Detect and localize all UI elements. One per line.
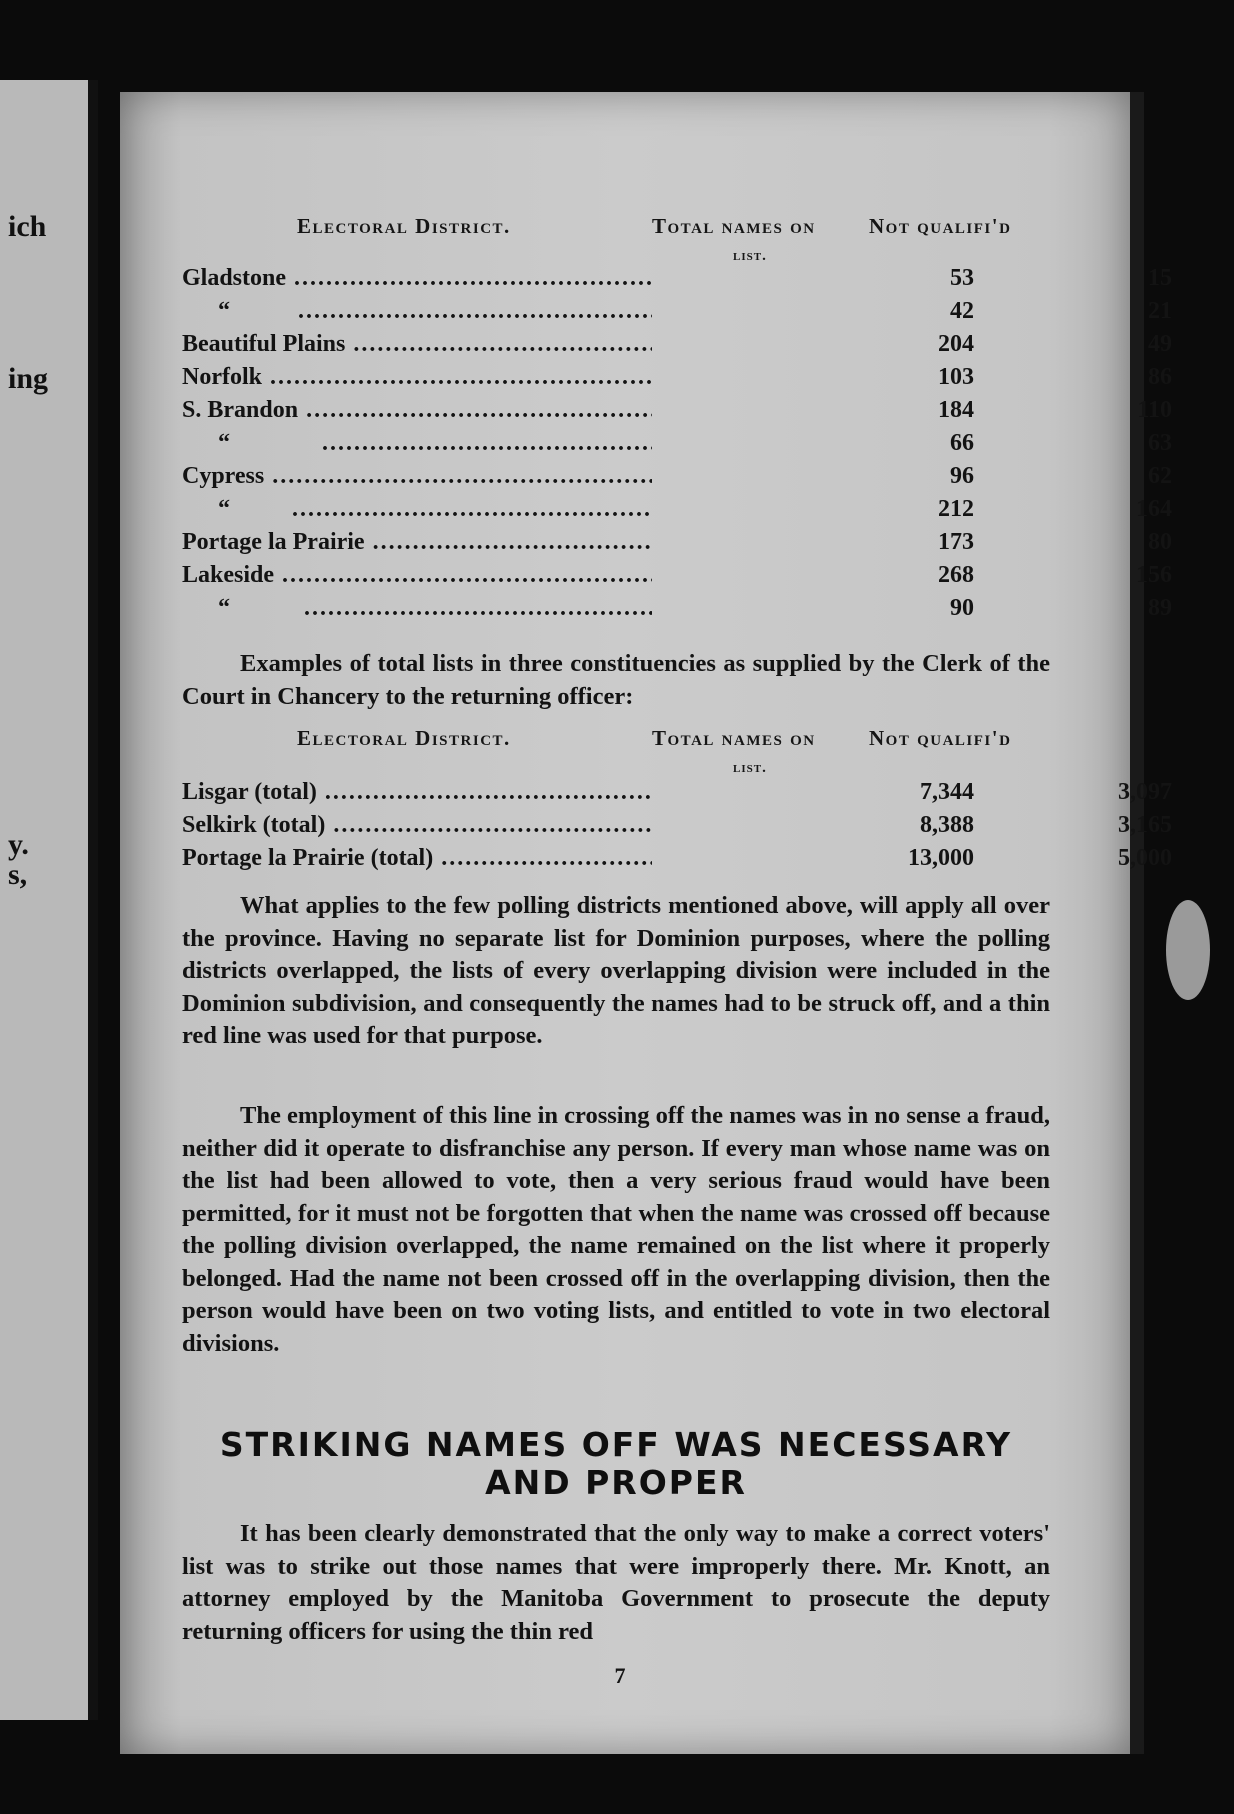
total-names: 204	[938, 331, 974, 357]
not-qualified-count: 164	[1136, 496, 1172, 522]
body-paragraph: It has been clearly demonstrated that the only way to make a correct voters' list was to strike out those names that were improperly there. Mr. Knott, an attorney employed by the Manitoba Government to prosecute the deputy returning officers for using the thin red	[182, 1520, 1050, 1645]
total-names: 173	[938, 529, 974, 555]
table1-row	[182, 529, 1172, 562]
total-names: 53	[950, 265, 974, 291]
total-names: 13,000	[908, 845, 974, 871]
district-name: “ .....	[182, 430, 652, 457]
not-qualified-count: 49	[1148, 331, 1172, 357]
table1-header-total: Total names on	[652, 214, 816, 238]
not-qualified-count: 110	[1137, 397, 1172, 423]
facing-page-fragment: y.	[8, 828, 29, 861]
table1-header-not-qualified: Not qualifi'd	[869, 214, 1012, 238]
section-heading-line: STRIKING NAMES OFF WAS NECESSARY	[219, 1425, 1013, 1464]
not-qualified-count: 156	[1136, 562, 1172, 588]
table1-row	[182, 298, 1172, 331]
table1-row	[182, 430, 1172, 463]
total-names: 42	[950, 298, 974, 324]
district-name: Selkirk (total) .....	[182, 812, 652, 839]
district-name: S. Brandon .....	[182, 397, 652, 424]
body-paragraph: What applies to the few polling districts mentioned above, will apply all over the province. Having no separate list for Dominion purposes, where the polling districts overlapped, the lists of every overlapping division were included in the Dominion subdivision, and consequently the names had to be struck off, and a thin red line was used for that purpose.	[182, 892, 1050, 1049]
body-paragraph: The employment of this line in crossing off the names was in no sense a fraud, neither did it operate to disfranchise any person. If every man whose name was on the list had been allowed to vote, then a very serious fraud would have been permitted, for it must not be forgotten that when the name was crossed off because the polling division overlapped, the name remained on the list where it properly belonged. Had the name not been crossed off in the overlapping division, then the person would have been on two voting lists, and entitled to vote in two electoral divisions.	[182, 1102, 1050, 1357]
table1-row	[182, 595, 1172, 628]
district-name: Gladstone .....	[182, 265, 652, 292]
district-name: Beautiful Plains .....	[182, 331, 652, 358]
table1-row	[182, 397, 1172, 430]
table1-row	[182, 364, 1172, 397]
table2-header-not-qualified: Not qualifi'd	[869, 726, 1012, 750]
section-heading-line: AND PROPER	[485, 1463, 747, 1502]
paper-blemish	[1166, 900, 1210, 1000]
not-qualified-count: 80	[1148, 529, 1172, 555]
table2-row	[182, 845, 1172, 878]
table1-row	[182, 331, 1172, 364]
total-names: 268	[938, 562, 974, 588]
not-qualified-count: 63	[1148, 430, 1172, 456]
district-name: Portage la Prairie (total) .....	[182, 845, 652, 872]
table1-row	[182, 265, 1172, 298]
facing-page-edge	[0, 80, 98, 1720]
district-name: Cypress .....	[182, 463, 652, 490]
table2-header-district: Electoral District.	[297, 726, 511, 750]
not-qualified-count: 21	[1148, 298, 1172, 324]
district-name: “ .....	[182, 595, 652, 622]
district-name: “ .....	[182, 298, 652, 325]
not-qualified-count: 89	[1148, 595, 1172, 621]
not-qualified-count: 3,165	[1118, 812, 1172, 838]
table1-header-district: Electoral District.	[297, 214, 511, 238]
total-names: 212	[938, 496, 974, 522]
table1-row	[182, 562, 1172, 595]
table2-header-total-sub: list.	[733, 760, 767, 776]
total-names: 66	[950, 430, 974, 456]
not-qualified-count: 3,097	[1118, 779, 1172, 805]
table2-row	[182, 812, 1172, 845]
district-name: Lisgar (total) .....	[182, 779, 652, 806]
table2-row	[182, 779, 1172, 812]
district-name: “ .....	[182, 496, 652, 523]
facing-page-fragment: ich	[8, 210, 47, 243]
total-names: 103	[938, 364, 974, 390]
facing-page-fragment: s,	[8, 858, 28, 891]
table1-header-total-sub: list.	[733, 248, 767, 264]
not-qualified-count: 5,000	[1118, 845, 1172, 871]
district-name: Portage la Prairie .....	[182, 529, 652, 556]
intro-paragraph: Examples of total lists in three constituencies as supplied by the Clerk of the Court in Chancery to the returning officer:	[182, 650, 1050, 710]
not-qualified-count: 62	[1148, 463, 1172, 489]
total-names: 96	[950, 463, 974, 489]
total-names: 184	[938, 397, 974, 423]
total-names: 8,388	[920, 812, 974, 838]
table1-row	[182, 463, 1172, 496]
page-number: 7	[614, 1663, 626, 1688]
not-qualified-count: 15	[1148, 265, 1172, 291]
district-name: Norfolk .....	[182, 364, 652, 391]
district-name: Lakeside .....	[182, 562, 652, 589]
table1-row	[182, 496, 1172, 529]
facing-page-fragment: ing	[8, 362, 49, 395]
section-heading	[182, 1426, 1050, 1502]
table2-header-total: Total names on	[652, 726, 816, 750]
not-qualified-count: 86	[1148, 364, 1172, 390]
total-names: 90	[950, 595, 974, 621]
total-names: 7,344	[920, 779, 974, 805]
